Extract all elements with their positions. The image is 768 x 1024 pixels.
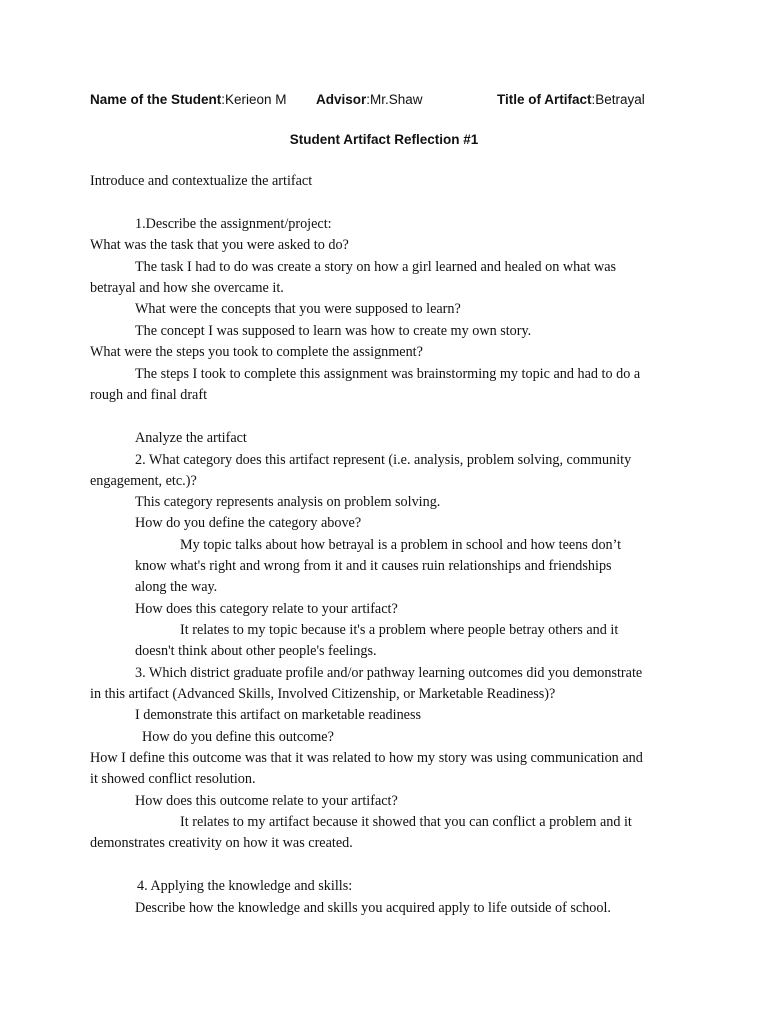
question-3-heading: 3. Which district graduate profile and/or pathway learning outcomes did you demonstrate <box>135 665 643 681</box>
prompt-line: How does this outcome relate to your artifact? <box>135 793 398 809</box>
answer-line: This category represents analysis on problem solving. <box>135 494 441 510</box>
question-2-heading-cont: engagement, etc.)? <box>90 473 197 489</box>
advisor-label: Advisor <box>316 92 367 107</box>
answer-line: doesn't think about other people's feelings. <box>135 643 377 659</box>
question-4-heading: 4. Applying the knowledge and skills: <box>137 878 353 894</box>
answer-line: The steps I took to complete this assignment was brainstorming my topic and had to do a <box>135 366 641 382</box>
advisor-value: :Mr.Shaw <box>366 92 423 107</box>
student-name-label: Name of the Student <box>90 92 222 107</box>
answer-line: It relates to my artifact because it showed that you can conflict a problem and it <box>180 814 632 830</box>
answer-line: betrayal and how she overcame it. <box>90 280 284 296</box>
advisor-field <box>316 92 423 107</box>
student-name-field <box>90 92 287 107</box>
prompt-line: How does this category relate to your artifact? <box>135 601 398 617</box>
answer-line: demonstrates creativity on how it was created. <box>90 835 353 851</box>
answer-line: My topic talks about how betrayal is a problem in school and how teens don’t <box>180 537 622 553</box>
answer-line: know what's right and wrong from it and it causes ruin relationships and friendships <box>135 558 612 574</box>
answer-line: It relates to my topic because it's a problem where people betray others and it <box>180 622 619 638</box>
artifact-title-field <box>497 92 645 107</box>
answer-line: along the way. <box>135 579 218 595</box>
question-2-heading: 2. What category does this artifact represent (i.e. analysis, problem solving, community <box>135 452 632 468</box>
answer-line: The concept I was supposed to learn was how to create my own story. <box>135 323 532 339</box>
section-intro-heading: Introduce and contextualize the artifact <box>90 173 313 189</box>
prompt-line: What was the task that you were asked to do? <box>90 237 349 253</box>
section-analyze-heading: Analyze the artifact <box>135 430 247 446</box>
question-1-heading: 1.Describe the assignment/project: <box>135 216 332 232</box>
artifact-title-label: Title of Artifact <box>497 92 592 107</box>
student-name-value: :Kerieon M <box>221 92 287 107</box>
answer-line: How I define this outcome was that it was related to how my story was using communication and <box>90 750 643 766</box>
prompt-line: How do you define this outcome? <box>142 729 334 745</box>
prompt-line: What were the steps you took to complete the assignment? <box>90 344 423 360</box>
answer-line: rough and final draft <box>90 387 208 403</box>
prompt-line: Describe how the knowledge and skills you acquired apply to life outside of school. <box>135 900 611 916</box>
prompt-line: What were the concepts that you were supposed to learn? <box>135 301 461 317</box>
document-title: Student Artifact Reflection #1 <box>289 132 479 147</box>
prompt-line: How do you define the category above? <box>135 515 362 531</box>
question-3-heading-cont: in this artifact (Advanced Skills, Involved Citizenship, or Marketable Readiness)? <box>90 686 556 702</box>
answer-line: I demonstrate this artifact on marketable readiness <box>135 707 422 723</box>
answer-line: it showed conflict resolution. <box>90 771 256 787</box>
artifact-title-value: :Betrayal <box>591 92 645 107</box>
answer-line: The task I had to do was create a story on how a girl learned and healed on what was <box>135 259 617 275</box>
